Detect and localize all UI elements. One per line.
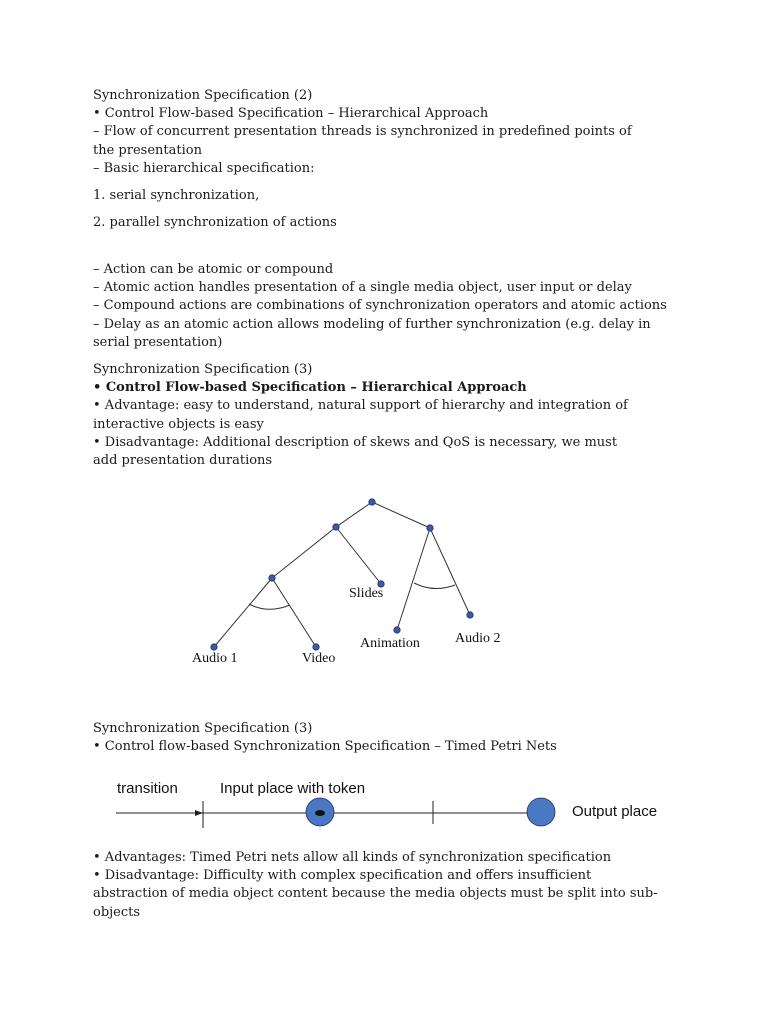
label-input-place: Input place with token bbox=[220, 780, 366, 797]
tree-node bbox=[427, 525, 433, 531]
label-output-place: Output place bbox=[572, 803, 658, 820]
tree-node bbox=[211, 644, 217, 650]
label-slides: Slides bbox=[349, 586, 384, 601]
tree-nodes bbox=[211, 499, 473, 650]
output-place bbox=[527, 798, 555, 826]
section-title: Synchronization Specification (3) bbox=[93, 721, 313, 736]
tree-edge bbox=[272, 527, 336, 578]
bold-heading-line: • Control Flow-based Specification – Hierarchical Approach bbox=[93, 380, 527, 396]
label-animation: Animation bbox=[360, 636, 420, 651]
text-line: • Control flow-based Synchronization Specification – Timed Petri Nets bbox=[93, 739, 557, 755]
section-title: Synchronization Specification (2) bbox=[93, 88, 313, 103]
hierarchy-tree-diagram bbox=[0, 490, 768, 680]
arrow-head-icon bbox=[195, 810, 203, 816]
token-icon bbox=[315, 810, 325, 816]
tree-node bbox=[394, 627, 400, 633]
tree-edge bbox=[214, 578, 272, 647]
parallel-arc bbox=[414, 583, 455, 589]
list-item: – Compound actions are combinations of synchronization operators and atomic actions bbox=[93, 298, 667, 314]
tree-edge bbox=[272, 578, 316, 647]
text-line: • Advantages: Timed Petri nets allow all kinds of synchronization specification bbox=[93, 850, 612, 865]
text-line: • Disadvantage: Difficulty with complex specification and offers insufficient abstraction of media object content because the media objects must be split into sub-objects bbox=[93, 868, 658, 920]
tree-edge bbox=[336, 527, 381, 584]
list-item: – Atomic action handles presentation of a single media object, user input or delay bbox=[93, 280, 632, 296]
text-line: • Disadvantage: Additional description of skews and QoS is necessary, we must add presentation durations bbox=[93, 434, 618, 469]
tree-edge bbox=[397, 528, 430, 630]
section-hierarchical-3 bbox=[93, 361, 673, 470]
section-petri-nets bbox=[93, 720, 673, 756]
tree-edge bbox=[372, 502, 430, 528]
label-video: Video bbox=[302, 651, 336, 666]
tree-edge bbox=[336, 502, 372, 527]
tree-node bbox=[333, 524, 339, 530]
tree-edge bbox=[430, 528, 470, 615]
tree-node bbox=[313, 644, 319, 650]
section-hierarchical-2 bbox=[93, 87, 673, 178]
text-line: – Basic hierarchical specification: bbox=[93, 160, 315, 176]
label-transition: transition bbox=[117, 780, 178, 797]
list-item: – Action can be atomic or compound bbox=[93, 262, 334, 277]
text-line: – Flow of concurrent presentation threads is synchronized in predefined points of the presentation bbox=[93, 124, 632, 158]
petri-net-diagram bbox=[0, 768, 768, 838]
tree-node bbox=[269, 575, 275, 581]
section-petri-evaluation bbox=[93, 849, 673, 922]
numbered-item: 2. parallel synchronization of actions bbox=[93, 215, 337, 230]
tree-node bbox=[467, 612, 473, 618]
label-audio2: Audio 2 bbox=[455, 631, 501, 646]
text-line: • Advantage: easy to understand, natural support of hierarchy and integration of interactive objects is easy bbox=[93, 398, 628, 432]
tree-node bbox=[369, 499, 375, 505]
list-item: – Delay as an atomic action allows modeling of further synchronization (e.g. delay in serial presentation) bbox=[93, 316, 651, 350]
section-title: Synchronization Specification (3) bbox=[93, 362, 313, 377]
text-line: • Control Flow-based Specification – Hierarchical Approach bbox=[93, 106, 489, 122]
label-audio1: Audio 1 bbox=[192, 651, 238, 666]
numbered-item: 1. serial synchronization, bbox=[93, 188, 260, 203]
bullet-list bbox=[93, 261, 673, 352]
parallel-arc bbox=[249, 604, 290, 609]
